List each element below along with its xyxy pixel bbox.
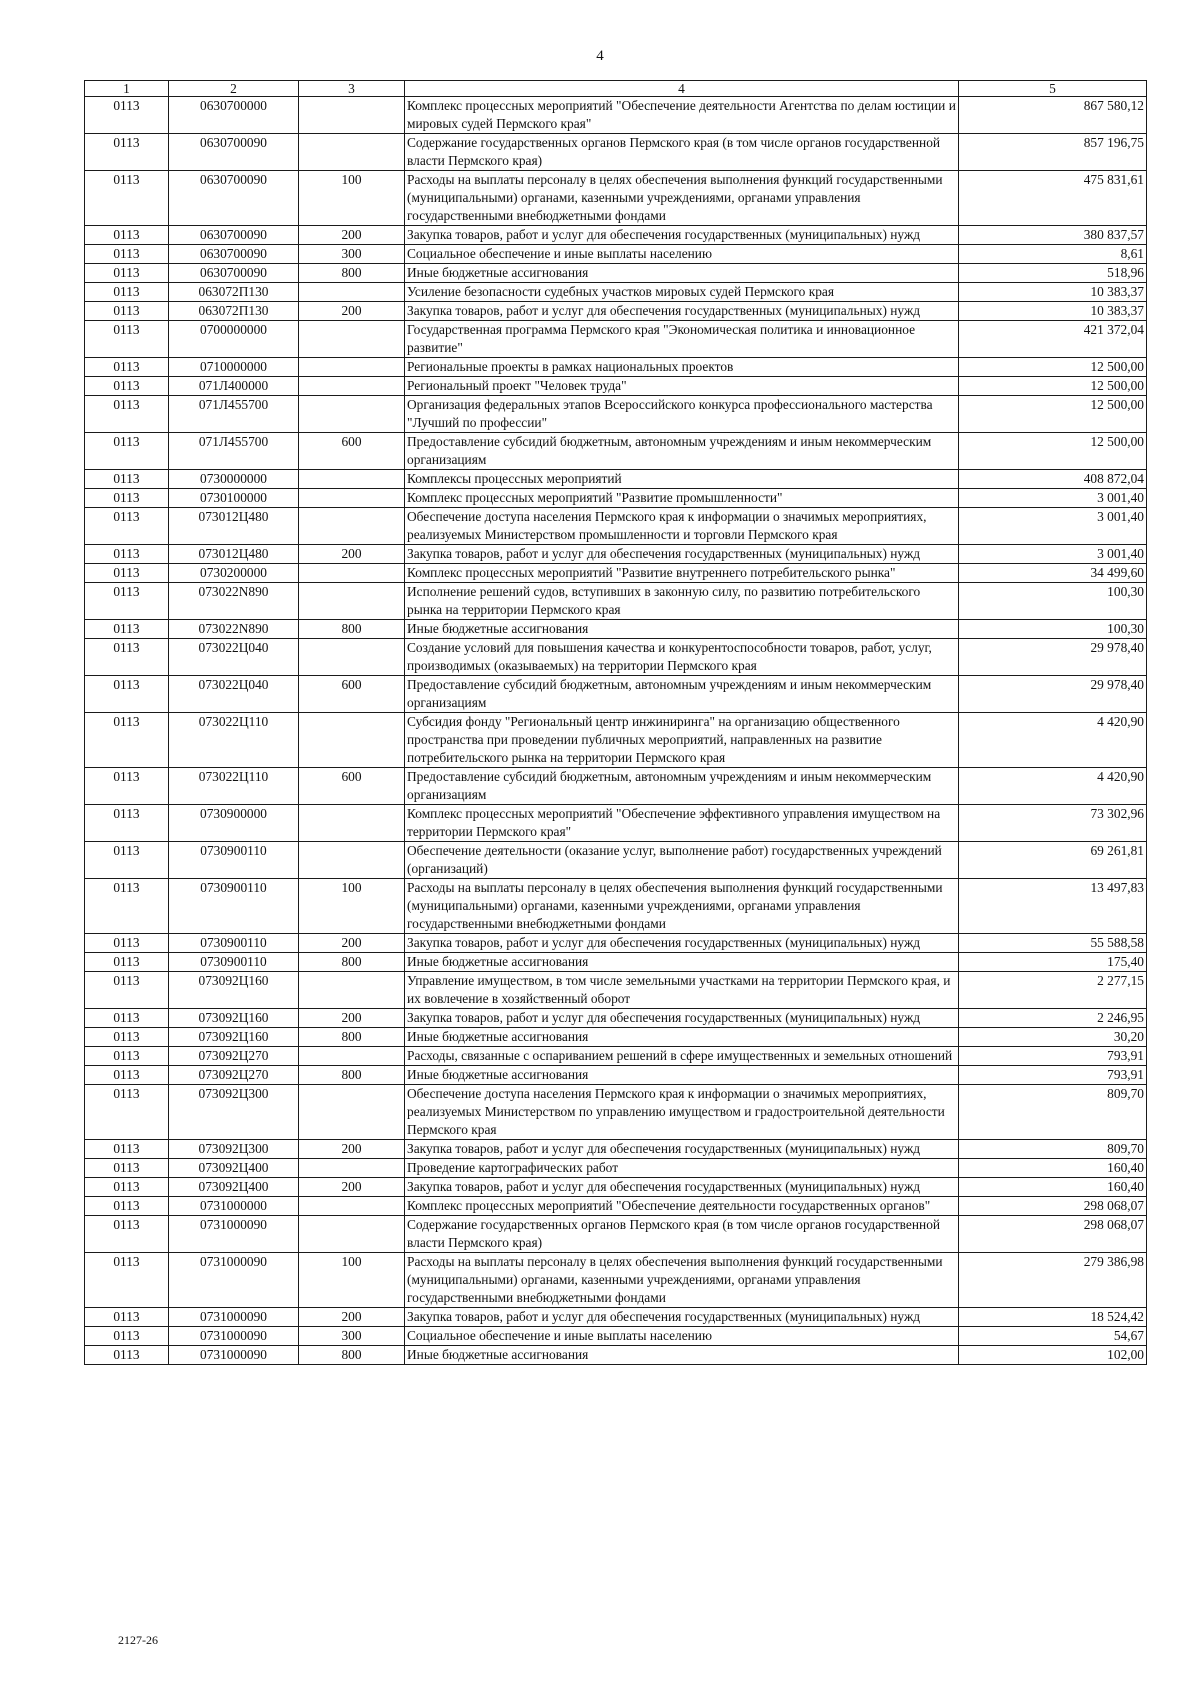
table-row <box>85 264 1147 283</box>
target-article-cell: 073092Ц160 <box>169 972 299 1009</box>
item-name-cell: Обеспечение доступа населения Пермского края к информации о значимых мероприятиях, реализуемых Министерством по управлению имуществом и градостроительной деятельности Пермского края <box>405 1085 959 1140</box>
expense-type-cell: 600 <box>299 768 405 805</box>
expense-type-cell <box>299 1085 405 1140</box>
amount-cell: 175,40 <box>959 953 1147 972</box>
item-name-cell: Иные бюджетные ассигнования <box>405 1346 959 1365</box>
item-name-cell: Закупка товаров, работ и услуг для обеспечения государственных (муниципальных) нужд <box>405 1308 959 1327</box>
amount-cell: 809,70 <box>959 1085 1147 1140</box>
amount-cell: 29 978,40 <box>959 676 1147 713</box>
page-number: 4 <box>596 48 604 64</box>
item-name-cell: Расходы на выплаты персоналу в целях обеспечения выполнения функций государственными (муниципальными) органами, казенными учреждениями, органами управления государственными внебюджетными фондами <box>405 1253 959 1308</box>
table-row <box>85 564 1147 583</box>
section-code-cell: 0113 <box>85 564 169 583</box>
target-article-cell: 0730200000 <box>169 564 299 583</box>
target-article-cell: 0731000090 <box>169 1216 299 1253</box>
item-name-cell: Расходы на выплаты персоналу в целях обеспечения выполнения функций государственными (муниципальными) органами, казенными учреждениями, органами управления государственными внебюджетными фондами <box>405 171 959 226</box>
target-article-cell: 073092Ц400 <box>169 1178 299 1197</box>
item-name-cell: Комплекс процессных мероприятий "Развитие внутреннего потребительского рынка" <box>405 564 959 583</box>
section-code-cell: 0113 <box>85 433 169 470</box>
expense-type-cell <box>299 639 405 676</box>
section-code-cell: 0113 <box>85 396 169 433</box>
target-article-cell: 0731000000 <box>169 1197 299 1216</box>
target-article-cell: 073022Ц110 <box>169 768 299 805</box>
amount-cell: 12 500,00 <box>959 396 1147 433</box>
expense-type-cell <box>299 1159 405 1178</box>
expense-type-cell: 800 <box>299 1028 405 1047</box>
item-name-cell: Субсидия фонду "Региональный центр инжиниринга" на организацию общественного пространства при проведении публичных мероприятий, направленных на развитие потребительского рынка на территории Пермского края <box>405 713 959 768</box>
column-header-4: 4 <box>405 81 959 97</box>
section-code-cell: 0113 <box>85 1047 169 1066</box>
section-code-cell: 0113 <box>85 1346 169 1365</box>
table-row <box>85 1085 1147 1140</box>
section-code-cell: 0113 <box>85 97 169 134</box>
table-row <box>85 676 1147 713</box>
table-row <box>85 1327 1147 1346</box>
target-article-cell: 063072П130 <box>169 283 299 302</box>
amount-cell: 2 277,15 <box>959 972 1147 1009</box>
document-code: 2127-26 <box>118 1633 158 1647</box>
table-row <box>85 842 1147 879</box>
section-code-cell: 0113 <box>85 1178 169 1197</box>
expense-type-cell <box>299 564 405 583</box>
expense-type-cell: 200 <box>299 1308 405 1327</box>
item-name-cell: Комплекс процессных мероприятий "Развитие промышленности" <box>405 489 959 508</box>
item-name-cell: Закупка товаров, работ и услуг для обеспечения государственных (муниципальных) нужд <box>405 226 959 245</box>
table-row <box>85 953 1147 972</box>
table-row <box>85 620 1147 639</box>
amount-cell: 12 500,00 <box>959 377 1147 396</box>
section-code-cell: 0113 <box>85 639 169 676</box>
item-name-cell: Предоставление субсидий бюджетным, автономным учреждениям и иным некоммерческим организациям <box>405 676 959 713</box>
target-article-cell: 0731000090 <box>169 1308 299 1327</box>
table-row <box>85 1028 1147 1047</box>
expense-type-cell: 100 <box>299 171 405 226</box>
expense-type-cell <box>299 377 405 396</box>
amount-cell: 518,96 <box>959 264 1147 283</box>
item-name-cell: Региональный проект "Человек труда" <box>405 377 959 396</box>
amount-cell: 793,91 <box>959 1047 1147 1066</box>
amount-cell: 809,70 <box>959 1140 1147 1159</box>
section-code-cell: 0113 <box>85 264 169 283</box>
expense-type-cell: 200 <box>299 934 405 953</box>
table-row <box>85 545 1147 564</box>
amount-cell: 160,40 <box>959 1178 1147 1197</box>
target-article-cell: 063072П130 <box>169 302 299 321</box>
table-row <box>85 377 1147 396</box>
target-article-cell: 071Л455700 <box>169 433 299 470</box>
section-code-cell: 0113 <box>85 245 169 264</box>
item-name-cell: Иные бюджетные ассигнования <box>405 264 959 283</box>
table-row <box>85 1047 1147 1066</box>
section-code-cell: 0113 <box>85 1085 169 1140</box>
amount-cell: 13 497,83 <box>959 879 1147 934</box>
expense-type-cell <box>299 972 405 1009</box>
column-header-1: 1 <box>85 81 169 97</box>
amount-cell: 793,91 <box>959 1066 1147 1085</box>
expense-type-cell <box>299 1047 405 1066</box>
target-article-cell: 0730900110 <box>169 934 299 953</box>
target-article-cell: 073022N890 <box>169 583 299 620</box>
amount-cell: 3 001,40 <box>959 545 1147 564</box>
expense-type-cell <box>299 1216 405 1253</box>
table-row <box>85 171 1147 226</box>
target-article-cell: 0710000000 <box>169 358 299 377</box>
table-row <box>85 972 1147 1009</box>
item-name-cell: Расходы, связанные с оспариванием решений в сфере имущественных и земельных отношений <box>405 1047 959 1066</box>
column-header-5: 5 <box>959 81 1147 97</box>
table-row <box>85 639 1147 676</box>
item-name-cell: Иные бюджетные ассигнования <box>405 953 959 972</box>
item-name-cell: Государственная программа Пермского края "Экономическая политика и инновационное развитие" <box>405 321 959 358</box>
column-header-3: 3 <box>299 81 405 97</box>
table-row <box>85 134 1147 171</box>
amount-cell: 69 261,81 <box>959 842 1147 879</box>
expense-type-cell: 600 <box>299 676 405 713</box>
amount-cell: 421 372,04 <box>959 321 1147 358</box>
amount-cell: 2 246,95 <box>959 1009 1147 1028</box>
section-code-cell: 0113 <box>85 676 169 713</box>
table-row <box>85 433 1147 470</box>
target-article-cell: 0730100000 <box>169 489 299 508</box>
item-name-cell: Исполнение решений судов, вступивших в законную силу, по развитию потребительского рынка на территории Пермского края <box>405 583 959 620</box>
target-article-cell: 073092Ц270 <box>169 1047 299 1066</box>
amount-cell: 8,61 <box>959 245 1147 264</box>
item-name-cell: Комплекс процессных мероприятий "Обеспечение эффективного управления имуществом на территории Пермского края" <box>405 805 959 842</box>
target-article-cell: 073012Ц480 <box>169 508 299 545</box>
expense-type-cell: 800 <box>299 264 405 283</box>
section-code-cell: 0113 <box>85 842 169 879</box>
item-name-cell: Создание условий для повышения качества и конкурентоспособности товаров, работ, услуг, производимых (оказываемых) на территории Пермского края <box>405 639 959 676</box>
section-code-cell: 0113 <box>85 302 169 321</box>
item-name-cell: Социальное обеспечение и иные выплаты населению <box>405 1327 959 1346</box>
item-name-cell: Организация федеральных этапов Всероссийского конкурса профессионального мастерства "Лучший по профессии" <box>405 396 959 433</box>
amount-cell: 100,30 <box>959 620 1147 639</box>
section-code-cell: 0113 <box>85 713 169 768</box>
amount-cell: 10 383,37 <box>959 302 1147 321</box>
table-row <box>85 934 1147 953</box>
section-code-cell: 0113 <box>85 1066 169 1085</box>
section-code-cell: 0113 <box>85 1009 169 1028</box>
target-article-cell: 0630700090 <box>169 264 299 283</box>
target-article-cell: 071Л455700 <box>169 396 299 433</box>
target-article-cell: 073022N890 <box>169 620 299 639</box>
table-row <box>85 283 1147 302</box>
target-article-cell: 071Л400000 <box>169 377 299 396</box>
table-row <box>85 321 1147 358</box>
table-row <box>85 470 1147 489</box>
expense-type-cell: 600 <box>299 433 405 470</box>
amount-cell: 12 500,00 <box>959 358 1147 377</box>
target-article-cell: 073012Ц480 <box>169 545 299 564</box>
item-name-cell: Закупка товаров, работ и услуг для обеспечения государственных (муниципальных) нужд <box>405 1178 959 1197</box>
amount-cell: 279 386,98 <box>959 1253 1147 1308</box>
target-article-cell: 0731000090 <box>169 1346 299 1365</box>
expense-type-cell: 100 <box>299 1253 405 1308</box>
table-row <box>85 1253 1147 1308</box>
item-name-cell: Предоставление субсидий бюджетным, автономным учреждениям и иным некоммерческим организациям <box>405 768 959 805</box>
expense-type-cell <box>299 134 405 171</box>
target-article-cell: 0730900110 <box>169 842 299 879</box>
expense-type-cell: 300 <box>299 245 405 264</box>
section-code-cell: 0113 <box>85 1140 169 1159</box>
table-body <box>85 97 1147 1365</box>
section-code-cell: 0113 <box>85 768 169 805</box>
amount-cell: 857 196,75 <box>959 134 1147 171</box>
section-code-cell: 0113 <box>85 283 169 302</box>
table-row <box>85 1216 1147 1253</box>
item-name-cell: Комплекс процессных мероприятий "Обеспечение деятельности Агентства по делам юстиции и мировых судей Пермского края" <box>405 97 959 134</box>
item-name-cell: Иные бюджетные ассигнования <box>405 1028 959 1047</box>
table-row <box>85 713 1147 768</box>
target-article-cell: 073092Ц270 <box>169 1066 299 1085</box>
item-name-cell: Иные бюджетные ассигнования <box>405 620 959 639</box>
target-article-cell: 0730900000 <box>169 805 299 842</box>
target-article-cell: 073092Ц300 <box>169 1140 299 1159</box>
table-row <box>85 879 1147 934</box>
target-article-cell: 073092Ц400 <box>169 1159 299 1178</box>
table-row <box>85 1009 1147 1028</box>
target-article-cell: 0630700090 <box>169 226 299 245</box>
item-name-cell: Закупка товаров, работ и услуг для обеспечения государственных (муниципальных) нужд <box>405 545 959 564</box>
item-name-cell: Содержание государственных органов Пермского края (в том числе органов государственной власти Пермского края) <box>405 134 959 171</box>
table-row <box>85 508 1147 545</box>
expense-type-cell: 200 <box>299 1178 405 1197</box>
section-code-cell: 0113 <box>85 1216 169 1253</box>
item-name-cell: Закупка товаров, работ и услуг для обеспечения государственных (муниципальных) нужд <box>405 302 959 321</box>
expense-type-cell: 200 <box>299 226 405 245</box>
amount-cell: 867 580,12 <box>959 97 1147 134</box>
item-name-cell: Комплексы процессных мероприятий <box>405 470 959 489</box>
expense-type-cell: 200 <box>299 545 405 564</box>
target-article-cell: 073022Ц110 <box>169 713 299 768</box>
expense-type-cell <box>299 489 405 508</box>
column-header-2: 2 <box>169 81 299 97</box>
expense-type-cell <box>299 396 405 433</box>
amount-cell: 160,40 <box>959 1159 1147 1178</box>
target-article-cell: 0730000000 <box>169 470 299 489</box>
item-name-cell: Расходы на выплаты персоналу в целях обеспечения выполнения функций государственными (муниципальными) органами, казенными учреждениями, органами управления государственными внебюджетными фондами <box>405 879 959 934</box>
target-article-cell: 073092Ц300 <box>169 1085 299 1140</box>
section-code-cell: 0113 <box>85 972 169 1009</box>
amount-cell: 30,20 <box>959 1028 1147 1047</box>
table-row <box>85 1178 1147 1197</box>
amount-cell: 18 524,42 <box>959 1308 1147 1327</box>
amount-cell: 12 500,00 <box>959 433 1147 470</box>
section-code-cell: 0113 <box>85 470 169 489</box>
item-name-cell: Иные бюджетные ассигнования <box>405 1066 959 1085</box>
section-code-cell: 0113 <box>85 1327 169 1346</box>
target-article-cell: 0730900110 <box>169 953 299 972</box>
amount-cell: 29 978,40 <box>959 639 1147 676</box>
amount-cell: 475 831,61 <box>959 171 1147 226</box>
item-name-cell: Закупка товаров, работ и услуг для обеспечения государственных (муниципальных) нужд <box>405 1009 959 1028</box>
section-code-cell: 0113 <box>85 171 169 226</box>
item-name-cell: Усиление безопасности судебных участков мировых судей Пермского края <box>405 283 959 302</box>
target-article-cell: 0700000000 <box>169 321 299 358</box>
expense-type-cell: 300 <box>299 1327 405 1346</box>
expense-type-cell <box>299 805 405 842</box>
budget-table <box>84 80 1147 1365</box>
expense-type-cell: 200 <box>299 1140 405 1159</box>
expense-type-cell: 800 <box>299 620 405 639</box>
section-code-cell: 0113 <box>85 508 169 545</box>
item-name-cell: Проведение картографических работ <box>405 1159 959 1178</box>
section-code-cell: 0113 <box>85 1159 169 1178</box>
target-article-cell: 0630700000 <box>169 97 299 134</box>
section-code-cell: 0113 <box>85 358 169 377</box>
amount-cell: 4 420,90 <box>959 713 1147 768</box>
table-row <box>85 226 1147 245</box>
item-name-cell: Обеспечение доступа населения Пермского края к информации о значимых мероприятиях, реализуемых Министерством промышленности и торговли Пермского края <box>405 508 959 545</box>
expense-type-cell <box>299 321 405 358</box>
target-article-cell: 0630700090 <box>169 134 299 171</box>
expense-type-cell <box>299 508 405 545</box>
table-row <box>85 583 1147 620</box>
target-article-cell: 073092Ц160 <box>169 1028 299 1047</box>
item-name-cell: Комплекс процессных мероприятий "Обеспечение деятельности государственных органов" <box>405 1197 959 1216</box>
target-article-cell: 073022Ц040 <box>169 676 299 713</box>
amount-cell: 298 068,07 <box>959 1197 1147 1216</box>
item-name-cell: Управление имуществом, в том числе земельными участками на территории Пермского края, и их вовлечение в хозяйственный оборот <box>405 972 959 1009</box>
section-code-cell: 0113 <box>85 879 169 934</box>
section-code-cell: 0113 <box>85 934 169 953</box>
table-row <box>85 1308 1147 1327</box>
table-row <box>85 1140 1147 1159</box>
section-code-cell: 0113 <box>85 1308 169 1327</box>
item-name-cell: Обеспечение деятельности (оказание услуг, выполнение работ) государственных учреждений (организаций) <box>405 842 959 879</box>
expense-type-cell: 200 <box>299 1009 405 1028</box>
amount-cell: 100,30 <box>959 583 1147 620</box>
table-row <box>85 805 1147 842</box>
expense-type-cell: 800 <box>299 953 405 972</box>
section-code-cell: 0113 <box>85 805 169 842</box>
section-code-cell: 0113 <box>85 1197 169 1216</box>
item-name-cell: Содержание государственных органов Пермского края (в том числе органов государственной власти Пермского края) <box>405 1216 959 1253</box>
section-code-cell: 0113 <box>85 1253 169 1308</box>
section-code-cell: 0113 <box>85 620 169 639</box>
expense-type-cell: 200 <box>299 302 405 321</box>
amount-cell: 55 588,58 <box>959 934 1147 953</box>
section-code-cell: 0113 <box>85 953 169 972</box>
expense-type-cell <box>299 470 405 489</box>
section-code-cell: 0113 <box>85 545 169 564</box>
amount-cell: 73 302,96 <box>959 805 1147 842</box>
table-row <box>85 358 1147 377</box>
table-row <box>85 1159 1147 1178</box>
table-row <box>85 396 1147 433</box>
section-code-cell: 0113 <box>85 489 169 508</box>
target-article-cell: 0731000090 <box>169 1327 299 1346</box>
item-name-cell: Закупка товаров, работ и услуг для обеспечения государственных (муниципальных) нужд <box>405 934 959 953</box>
expense-type-cell <box>299 583 405 620</box>
amount-cell: 3 001,40 <box>959 489 1147 508</box>
expense-type-cell <box>299 283 405 302</box>
section-code-cell: 0113 <box>85 226 169 245</box>
expense-type-cell <box>299 713 405 768</box>
amount-cell: 10 383,37 <box>959 283 1147 302</box>
item-name-cell: Региональные проекты в рамках национальных проектов <box>405 358 959 377</box>
section-code-cell: 0113 <box>85 321 169 358</box>
table-row <box>85 768 1147 805</box>
amount-cell: 408 872,04 <box>959 470 1147 489</box>
item-name-cell: Закупка товаров, работ и услуг для обеспечения государственных (муниципальных) нужд <box>405 1140 959 1159</box>
expense-type-cell <box>299 358 405 377</box>
expense-type-cell <box>299 1197 405 1216</box>
expense-type-cell: 800 <box>299 1066 405 1085</box>
table-row <box>85 302 1147 321</box>
target-article-cell: 0630700090 <box>169 171 299 226</box>
table-row <box>85 489 1147 508</box>
section-code-cell: 0113 <box>85 583 169 620</box>
section-code-cell: 0113 <box>85 1028 169 1047</box>
table-row <box>85 245 1147 264</box>
amount-cell: 102,00 <box>959 1346 1147 1365</box>
target-article-cell: 0731000090 <box>169 1253 299 1308</box>
section-code-cell: 0113 <box>85 134 169 171</box>
target-article-cell: 0630700090 <box>169 245 299 264</box>
amount-cell: 54,67 <box>959 1327 1147 1346</box>
target-article-cell: 0730900110 <box>169 879 299 934</box>
expense-type-cell: 100 <box>299 879 405 934</box>
item-name-cell: Предоставление субсидий бюджетным, автономным учреждениям и иным некоммерческим организациям <box>405 433 959 470</box>
table-row <box>85 97 1147 134</box>
item-name-cell: Социальное обеспечение и иные выплаты населению <box>405 245 959 264</box>
table-row <box>85 1197 1147 1216</box>
table-row <box>85 1346 1147 1365</box>
amount-cell: 380 837,57 <box>959 226 1147 245</box>
expense-type-cell <box>299 97 405 134</box>
amount-cell: 34 499,60 <box>959 564 1147 583</box>
target-article-cell: 073092Ц160 <box>169 1009 299 1028</box>
table-header-row <box>85 81 1147 97</box>
amount-cell: 4 420,90 <box>959 768 1147 805</box>
table-row <box>85 1066 1147 1085</box>
expense-type-cell <box>299 842 405 879</box>
amount-cell: 3 001,40 <box>959 508 1147 545</box>
target-article-cell: 073022Ц040 <box>169 639 299 676</box>
expense-type-cell: 800 <box>299 1346 405 1365</box>
section-code-cell: 0113 <box>85 377 169 396</box>
amount-cell: 298 068,07 <box>959 1216 1147 1253</box>
